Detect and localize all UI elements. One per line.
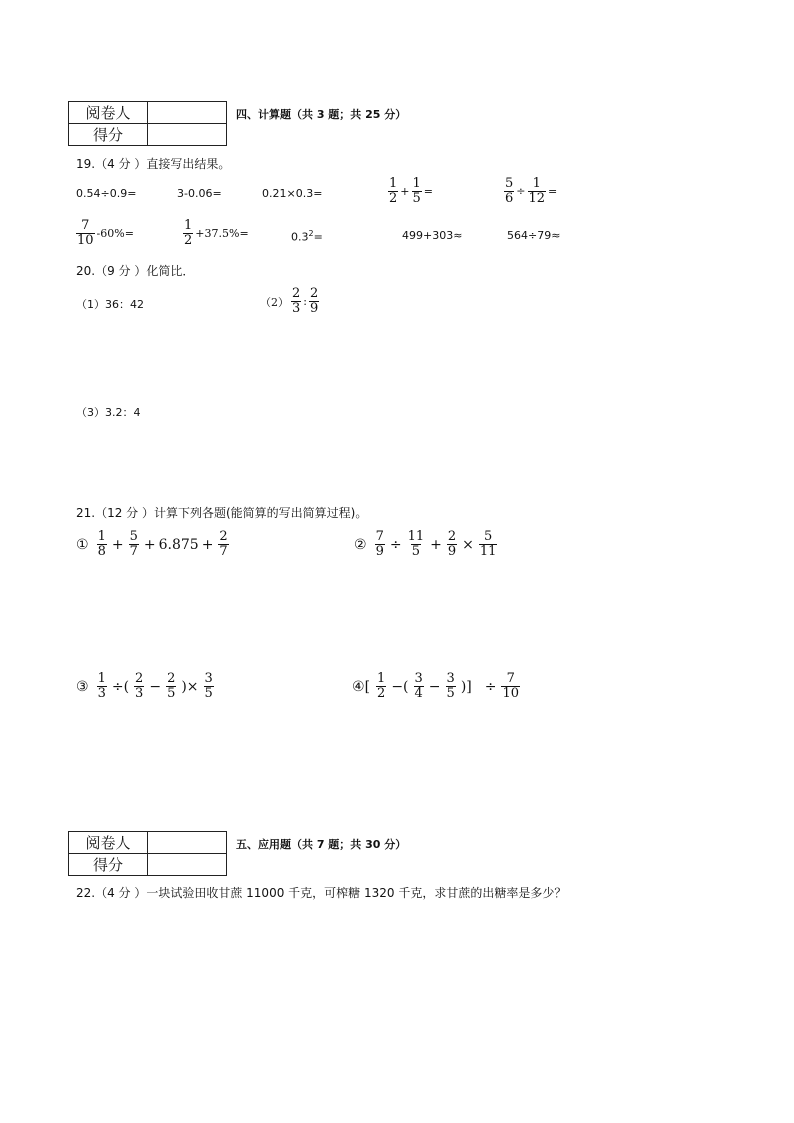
score-label: 得分 — [69, 854, 148, 876]
grader-cell[interactable] — [148, 832, 227, 854]
q20-part-1: （1）36：42 — [76, 298, 144, 311]
section4-title: 四、计算题（共 3 题；共 25 分） — [236, 108, 407, 121]
q22-header: 22.（4 分 ）一块试验田收甘蔗 11000 千克，可榨糖 1320 千克，求甘蔗的出糖率是多少？ — [76, 886, 567, 900]
q21-expr-1: ① $\frac{1}{8}$ + $\frac{5}{7}$ + 6.875 + $\frac{2}{7}$ — [76, 529, 228, 559]
section4-score-table — [68, 101, 227, 146]
q19-item-8: $0.3^2=$ — [291, 229, 323, 244]
q20-header: 20.（9 分 ）化简比． — [76, 264, 195, 278]
grader-label: 阅卷人 — [69, 102, 148, 124]
score-label: 得分 — [69, 124, 148, 146]
q19-item-10: 564÷79≈ — [507, 229, 561, 242]
q19-item-3: 0.21×0.3= — [262, 187, 323, 200]
q21-expr-2: ② $\frac{7}{9}$ ÷ $\frac{11}{5}$ + $\frac{2}{9}$ × $\frac{5}{11}$ — [354, 529, 497, 559]
q20-part-3: （3）3.2：4 — [76, 406, 141, 419]
q21-header: 21.（12 分 ）计算下列各题(能简算的写出简算过程)。 — [76, 506, 368, 520]
grader-cell[interactable] — [148, 102, 227, 124]
q19-item-4: $\frac{1}{2}$ + $\frac{1}{5}$ = — [389, 176, 433, 206]
q20-part-2: （2） $\frac{2}{3}$ : $\frac{2}{9}$ — [260, 286, 319, 316]
q19-item-5: $\frac{5}{6}$ ÷ $\frac{1}{12}$ = — [505, 176, 558, 206]
section5-title: 五、应用题（共 7 题；共 30 分） — [236, 838, 407, 851]
grader-label: 阅卷人 — [69, 832, 148, 854]
q19-item-6: $\frac{7}{10}$ -60%= — [77, 218, 134, 248]
q21-expr-3: ③ $\frac{1}{3}$ ÷( $\frac{2}{3}$ − $\frac{2}{5}$ )× $\frac{3}{5}$ — [76, 671, 213, 701]
score-cell[interactable] — [148, 854, 227, 876]
q19-item-1: 0.54÷0.9= — [76, 187, 137, 200]
score-cell[interactable] — [148, 124, 227, 146]
q21-expr-4: ④ [ $\frac{1}{2}$ −( $\frac{3}{4}$ − $\frac{3}{5}$ )] ÷ $\frac{7}{10}$ — [352, 671, 520, 701]
q19-item-9: 499+303≈ — [402, 229, 463, 242]
section5-score-table — [68, 831, 227, 876]
q19-item-2: 3-0.06= — [177, 187, 222, 200]
q19-item-7: $\frac{1}{2}$ +37.5%= — [184, 218, 249, 248]
q19-header: 19.（4 分 ）直接写出结果。 — [76, 157, 231, 171]
